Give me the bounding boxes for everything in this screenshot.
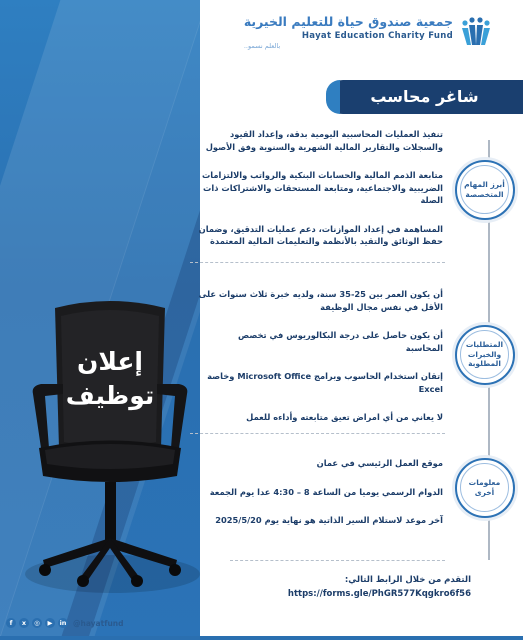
section-badge-tasks [455,160,515,220]
section-other-info [198,457,443,538]
list-item: لا يعاني من أي امراض تعيق متابعته وأداءه للعمل [246,412,443,422]
badge-label: المتطلبات والخبرات المطلوبة [465,340,504,369]
instagram-icon[interactable]: ◎ [32,618,42,628]
job-title: شاغر محاسب [370,87,479,106]
social-handle-text: hayatfund [80,618,124,628]
list-item: أن يكون حاصل على درجة البكالوريوس في تخصص المحاسبة [238,330,443,353]
badge-label: أبرز المهام المتخصصة [464,180,505,199]
job-announcement-banner [54,345,166,413]
org-logo [244,14,493,50]
x-icon[interactable]: x [19,618,29,628]
youtube-icon[interactable]: ▶ [45,618,55,628]
job-title-bar [326,80,523,114]
banner-line-2: توظيف [65,381,155,410]
apply-section [231,575,471,599]
banner-line-1: إعلان [77,347,143,376]
facebook-icon[interactable]: f [6,618,16,628]
section-badge-other-info [455,458,515,518]
social-footer [6,618,124,628]
section-divider [190,433,445,434]
list-item: آخر موعد لاستلام السير الذاتية هو نهاية يوم 2025/5/20 [215,515,443,525]
list-item: إتقان استخدام الحاسوب وبرامج Microsoft Office وخاصة Excel [207,371,443,394]
org-name-english: Hayat Education Charity Fund [301,31,453,41]
social-handle: @hayatfund [73,618,124,628]
section-badge-requirements [455,325,515,385]
list-item: أن يكون العمر بين 25-35 سنة، ولديه خبرة ثلاث سنوات على الأقل في نفس مجال الوظيفة [198,289,443,312]
list-item: متابعة الذمم المالية والحسابات البنكية والرواتب والالتزامات الضريبية والاجتماعية، ومتابعة المستحقات والاشتراكات ذات الصلة [201,170,443,205]
section-divider [190,262,445,263]
people-hands-logo-icon [459,15,493,49]
section-divider [230,560,445,561]
bottom-accent-bar [0,636,523,640]
org-slogan: بالعلم نسمو.. [243,42,281,50]
office-chair-illustration [25,298,195,588]
section-tasks [198,128,443,259]
apply-label: التقدم من خلال الرابط التالي: [344,575,471,585]
org-name-arabic: جمعية صندوق حياة للتعليم الخيرية [243,14,453,29]
list-item: موقع العمل الرئيسي في عمان [316,458,443,468]
section-requirements [198,288,443,435]
apply-link[interactable]: https://forms.gle/PhGR577Kqgkro6f56 [287,589,471,599]
list-item: المساهمة في إعداد الموازنات، دعم عمليات التدقيق، وضمان حفظ الوثائق والتقيد بالأنظمة والتعليمات المالية المعتمدة [198,223,443,246]
badge-label: معلومات أخرى [468,478,501,497]
linkedin-icon[interactable]: in [59,619,67,627]
list-item: تنفيذ العمليات المحاسبية اليومية بدقة، وإعداد القيود والسجلات والتقارير المالية الشهرية والسنوية وفق الأصول [205,129,443,152]
logo-text [244,14,453,50]
list-item: الدوام الرسمي يوميا من الساعة 8 – 4:30 عدا يوم الجمعة [209,486,443,497]
